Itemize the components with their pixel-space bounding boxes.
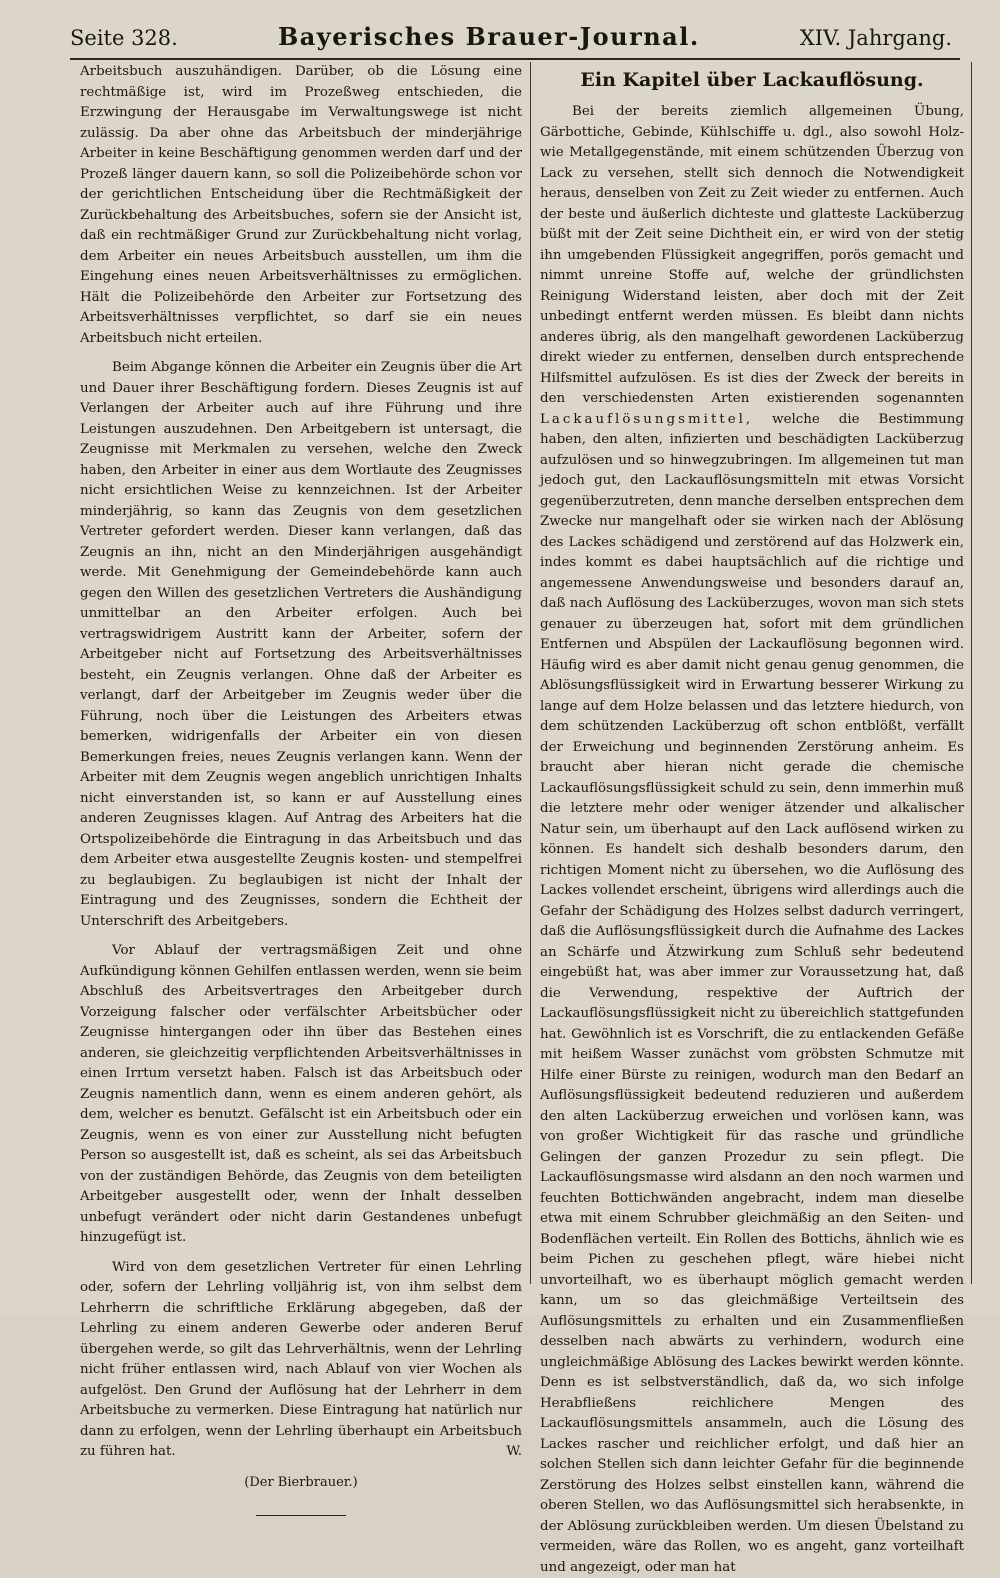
right-paragraph-1 <box>540 102 964 1578</box>
volume-label: XIV. Jahrgang. <box>799 26 952 50</box>
right-column <box>540 62 964 1575</box>
right-paragraph-1-rest: welche die Bestimmung haben, den alten, infizierten und beschädigten Lacküberzug aufzulösen und so hinwegzubringen. Im allgemeinen tut man jedoch gut, den Lackauflösungsmitteln mit etwas Vorsicht gegenüberzutreten, denn manche derselben entsprechen dem Zwecke nur mangelhaft oder sie wirken nach der Ablösung des Lackes schädigend und zerstörend auf das Holzwerk ein, indes kommt es dabei hauptsächlich auf die richtige und angemessene Anwendungsweise und besonders darauf an, daß nach Auflösung des Lacküberzuges, wovon man sich stets genauer zu überzeugen hat, sofort mit dem gründlichen Entfernen und Abspülen der Lackauflösung begonnen wird. Häufig wird es aber damit nicht genau genug genommen, die Ablösungsflüssigkeit wird in Erwartung besserer Wirkung zu lange auf dem Holze belassen und das letztere hiedurch, von dem schützenden Lacküberzug oft schon entblößt, verfällt der Erweichung und beginnenden Zerstörung anheim. Es braucht aber hieran nicht gerade die chemische Lackauflösungsflüssigkeit schuld zu sein, denn immerhin muß die letztere mehr oder weniger ätzender und alkalischer Natur sein, um überhaupt auf den Lack auflösend wirken zu können. Es handelt sich deshalb besonders darum, den richtigen Moment nicht zu übersehen, wo die Auflösung des Lackes vollendet erscheint, übrigens wird allerdings auch die Gefahr der Schädigung des Holzes selbst dadurch verringert, daß die Auflösungsflüssigkeit durch die Aufnahme des Lackes an Schärfe und Ätzwirkung zum Schluß sehr bedeutend eingebüßt hat, was aber immer zur Voraussetzung hat, daß die Verwendung, respektive der Auftrich der Lackauflösungsflüssigkeit nicht zu übereichlich stattgefunden hat. Gewöhnlich ist es Vorschrift, die zu entlackenden Gefäße mit heißem Wasser zunächst vom gröbsten Schmutze mit Hilfe einer Bürste zu reinigen, wodurch man den Bedarf an Auflösungsflüssigkeit bedeutend reduzieren und außerdem den alten Lacküberzug erweichen und vorlösen kann, was von großer Wichtigkeit für das rasche und gründliche Gelingen der ganzen Prozedur zu sein pflegt. Die Lackauflösungsmasse wird alsdann an den noch warmen und feuchten Bottichwänden angebracht, indem man dieselbe etwa mit einem Schrubber gleichmäßig an den Seiten- und Bodenflächen verteilt. Ein Rollen des Bottichs, ähnlich wie es beim Pichen zu geschehen pflegt, wäre hiebei nicht unvorteilhaft, wo es überhaupt möglich gemacht werden kann, um so das gleichmäßige Verteiltsein des Auflösungsmittels zu erhalten und ein Zusammenfließen desselben nach abwärts zu verhindern, wodurch eine ungleichmäßige Ablösung des Lackes bewirkt werden könnte. Denn es ist selbstverständlich, daß da, wo sich infolge Herabfließens reichlichere Mengen des Lackauflösungsmittels ansammeln, auch die Lösung des Lackes rascher und reichlicher erfolgt, und daß hier an solchen Stellen sich dann leichter Gefahr für die beginnende Zerstörung des Holzes selbst einstellen kann, während die oberen Stellen, wo das Auflösungsmittel sich herabsenkte, in der Ablösung zurückbleiben werden. Um diesen Übelstand zu vermeiden, wäre das Rollen, wo es angeht, ganz vorteilhaft und angezeigt, oder man hat <box>540 411 964 1575</box>
journal-title: Bayerisches Brauer-Journal. <box>277 22 700 51</box>
left-paragraph-2: Beim Abgange können die Arbeiter ein Zeugnis über die Art und Dauer ihrer Beschäftigung fordern. Dieses Zeugnis ist auf Verlangen der Arbeiter auch auf ihre Führung und ihre Leistungen auszudehnen. Den Arbeitgebern ist untersagt, die Zeugnisse mit Merkmalen zu versehen, welche den Zweck haben, den Arbeiter in einer aus dem Wortlaute des Zeugnisses nicht ersichtlichen Weise zu kennzeichnen. Ist der Arbeiter minderjährig, so kann das Zeugnis von dem gesetzlichen Vertreter gefordert werden. Dieser kann verlangen, daß das Zeugnis an ihn, nicht an den Minderjährigen ausgehändigt werde. Mit Genehmigung der Gemeindebehörde kann auch gegen den Willen des gesetzlichen Vertreters die Aushändigung unmittelbar an den Arbeiter erfolgen. Auch bei vertragswidrigem Austritt kann der Arbeiter, sofern der Arbeitgeber nicht auf Fortsetzung des Arbeitsverhältnisses besteht, ein Zeugnis verlangen. Ohne daß der Arbeiter es verlangt, darf der Arbeitgeber im Zeugnis weder über die Führung, noch über die Leistungen des Arbeiters etwas bemerken, widrigenfalls der Arbeiter ein von diesen Bemerkungen freies, neues Zeugnis verlangen kann. Wenn der Arbeiter mit dem Zeugnis wegen angeblich unrichtigen Inhalts nicht einverstanden ist, so kann er auf Ausstellung eines anderen Zeugnisses klagen. Auf Antrag des Arbeiters hat die Ortspolizeibehörde die Eintragung in das Arbeitsbuch und das dem Arbeiter etwa ausgestellte Zeugnis kosten- und stempelfrei zu beglaubigen. Zu beglaubigen ist nicht der Inhalt der Eintragung und des Zeugnisses, sondern die Echtheit der Unterschrift des Arbeitgebers. <box>80 360 522 929</box>
end-rule <box>256 1515 346 1516</box>
left-paragraph-1: Arbeitsbuch auszuhändigen. Darüber, ob die Lösung eine rechtmäßige ist, wird im Prozeßweg entschieden, die Erzwingung der Herausgabe im Verwaltungswege ist nicht zulässig. Da aber ohne das Arbeitsbuch der minderjährige Arbeiter in keine Beschäftigung genommen werden darf und der Prozeß länger dauern kann, so soll die Polizeibehörde schon vor der gerichtlichen Entscheidung über die Rechtmäßigkeit der Zurückbehaltung des Arbeitsbuches, sofern sie der Ansicht ist, daß ein rechtmäßiger Grund zur Zurückbehaltung nicht vorlag, dem Arbeiter ein neues Arbeitsbuch ausstellen, um ihm die Eingehung eines neuen Arbeitsverhältnisses zu ermöglichen. Hält die Polizeibehörde den Arbeiter zur Fortsetzung des Arbeitsverhältnisses verpflichtet, so darf sie ein neues Arbeitsbuch nicht erteilen. <box>80 64 522 346</box>
article-title: Ein Kapitel über Lackauflösung. <box>580 69 924 91</box>
column-divider <box>530 62 531 1284</box>
left-paragraph-4-text: Wird von dem gesetzlichen Vertreter für einen Lehrling oder, sofern der Lehrling volljährig ist, von ihm selbst dem Lehrherrn die schriftliche Erklärung abgegeben, daß der Lehrling zu einem anderen Gewerbe oder anderen Beruf übergehen werde, so gilt das Lehrverhältnis, wenn der Lehrling nicht früher entlassen wird, nach Ablauf von vier Wochen als aufgelöst. Den Grund der Auflösung hat der Lehrherr in dem Arbeitsbuche zu vermerken. Diese Eintragung hat natürlich nur dann zu erfolgen, wenn der Lehrling überhaupt ein Arbeitsbuch zu führen hat. <box>80 1259 522 1459</box>
right-paragraph-1-text: Bei der bereits ziemlich allgemeinen Übung, Gärbottiche, Gebinde, Kühlschiffe u. dgl., also sowohl Holz- wie Metallgegenstände, mit einem schützenden Überzug von Lack zu versehen, stellt sich dennoch die Notwendigkeit heraus, denselben von Zeit zu Zeit wieder zu entfernen. Auch der beste und äußerlich dichteste und glatteste Lacküberzug büßt mit der Zeit seine Dichtheit ein, er wird von der stetig ihn umgebenden Flüssigkeit angegriffen, porös gemacht und nimmt unreine Stoffe auf, welche der gründlichsten Reinigung Widerstand leisten, aber doch mit der Zeit unbedingt entfernt werden müssen. Es bleibt dann nichts anderes übrig, als den mangelhaft gewordenen Lacküberzug direkt wieder zu entfernen, denselben durch entsprechende Hilfsmittel aufzulösen. Es ist dies der Zweck der bereits in den verschiedensten Arten existierenden sogenannten <box>540 104 964 406</box>
left-column <box>80 62 522 1490</box>
page-number: Seite 328. <box>70 26 178 50</box>
left-paragraph-3: Vor Ablauf der vertragsmäßigen Zeit und ohne Aufkündigung können Gehilfen entlassen werden, wenn sie beim Abschluß des Arbeitsvertrages den Arbeitgeber durch Vorzeigung falscher oder verfälschter Arbeitsbücher oder Zeugnisse hintergangen oder ihn über das Bestehen eines anderen, sie gleichzeitig verpflichtenden Arbeitsverhältnisses in einen Irrtum versetzt haben. Falsch ist das Arbeitsbuch oder Zeugnis namentlich dann, wenn es einem anderen gehört, als dem, welcher es benutzt. Gefälscht ist ein Arbeitsbuch oder ein Zeugnis, wenn es von einer zur Ausstellung nicht befugten Person so ausgestellt ist, daß es scheint, als sei das Arbeitsbuch von der zuständigen Behörde, das Zeugnis von dem beteiligten Arbeitgeber ausgestellt oder, wenn der Inhalt desselben unbefugt verändert oder nicht darin Gestandenes unbefugt hinzugefügt ist. <box>80 943 522 1245</box>
spaced-term: Lackauflösungsmittel, <box>540 411 754 427</box>
author-initial: W. <box>506 1444 522 1459</box>
source-credit: (Der Bierbrauer.) <box>244 1474 358 1490</box>
running-head <box>70 22 952 58</box>
left-paragraph-4 <box>80 1258 522 1463</box>
header-rule <box>70 58 960 60</box>
right-border-rule <box>971 62 972 1284</box>
